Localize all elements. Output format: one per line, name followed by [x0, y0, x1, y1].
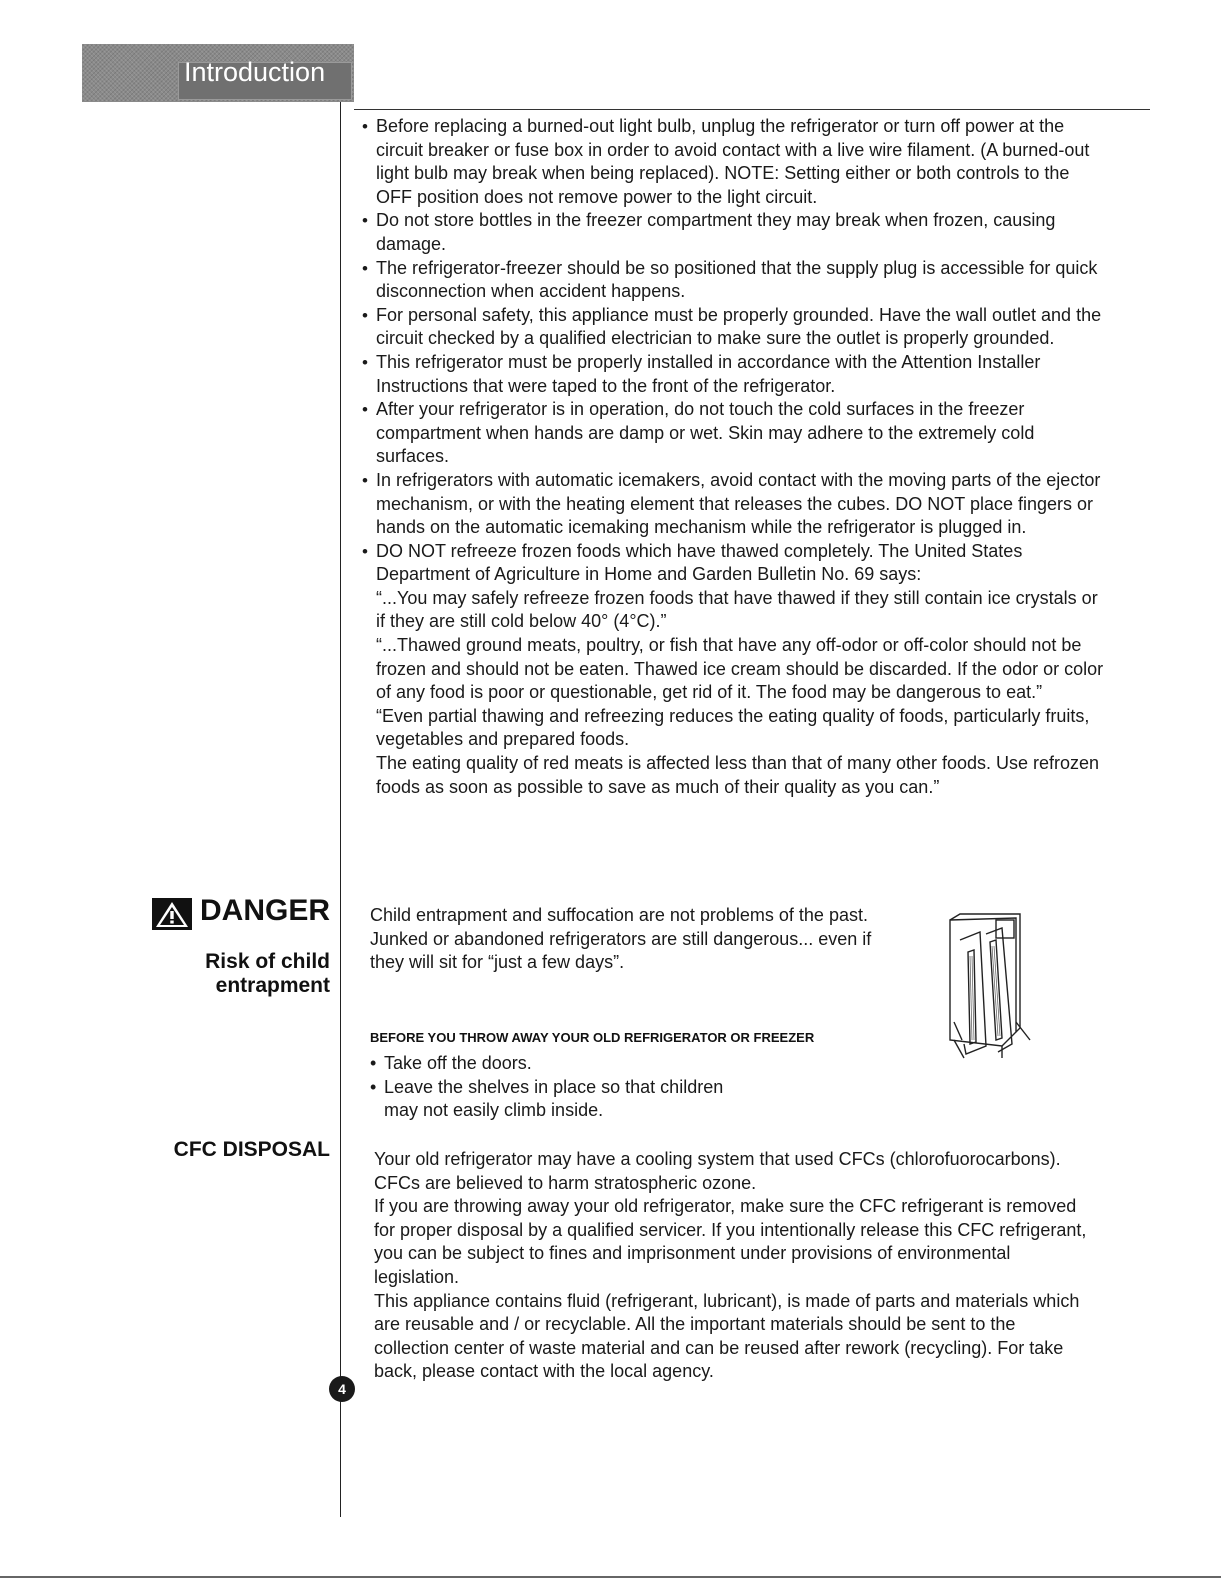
- usda-quote-1: “...You may safely refreeze frozen foods that have thawed if they still contain ice crystals or if they are still cold below 40° (4°C).”: [376, 587, 1098, 632]
- list-item-refreeze: • DO NOT refreeze frozen foods which have thawed completely. The United States Department of Agriculture in Home and Garden Bulletin No. 69 says: “...You may safely refreeze frozen foods that have thawed if they still contain ice crystals or if they are still cold below 40° (4°C).” “...Thawed ground meats, poultry, or fish that have any off-odor or off-color should not be frozen and should not be eaten. Thawed ice cream should be discarded. If the odor or color of any food is poor or questionable, get rid of it. The food may be dangerous to eat.” “Even partial thawing and refreezing reduces the eating quality of foods, particularly fruits, vegetables and prepared foods. The eating quality of red meats is affected less than that of many other foods. Use refrozen foods as soon as possible to save as much of their quality as you can.”: [362, 540, 1107, 800]
- bullet-icon: •: [362, 541, 368, 561]
- bullet-icon: •: [362, 258, 368, 278]
- cfc-disposal-text: Your old refrigerator may have a cooling system that used CFCs (chlorofuorocarbons). CFCs are believed to harm stratospheric ozone. If you are throwing away your old refrigerator, make sure the CFC refrigerant is removed for proper disposal by a qualified servicer. If you intentionally release this CFC refrigerant, you can be subject to fines and imprisonment under provisions of environmental legislation. This appliance contains fluid (refrigerant, lubricant), is made of parts and materials which are reusable and / or recyclable. All the important materials should be sent to the collection center of waste material and can be reused after rework (recycling). For take back, please contact with the local agency.: [374, 1149, 1087, 1382]
- bullet-icon: •: [362, 470, 368, 490]
- safety-bullet-list: [362, 115, 1107, 799]
- page-number: 4: [329, 1376, 355, 1402]
- bullet-icon: •: [362, 211, 368, 231]
- refrigerator-illustration-icon: [940, 912, 1032, 1060]
- bullet-icon: •: [362, 117, 368, 136]
- warning-triangle-icon: [152, 898, 192, 930]
- before-throw-away-heading: BEFORE YOU THROW AWAY YOUR OLD REFRIGERATOR OR FREEZER: [370, 1030, 815, 1045]
- list-item: • After your refrigerator is in operation, do not touch the cold surfaces in the freezer compartment when hands are damp or wet. Skin may adhere to the extremely cold surfaces.: [362, 399, 1035, 467]
- danger-subtitle: Risk of child entrapment: [205, 950, 330, 997]
- bottom-edge-rule: [0, 1576, 1221, 1578]
- list-item: • This refrigerator must be properly installed in accordance with the Attention Installer Instructions that were taped to the front of the refrigerator.: [362, 351, 1041, 396]
- usda-quote-4: The eating quality of red meats is affected less than that of many other foods. Use refrozen foods as soon as possible to save as much of their quality as you can.”: [376, 753, 1100, 797]
- page-title: Introduction: [184, 57, 326, 87]
- disposal-steps-list: [370, 1052, 750, 1123]
- cfc-disposal-label: CFC DISPOSAL: [173, 1138, 330, 1161]
- list-item: • Do not store bottles in the freezer compartment they may break when frozen, causing damage.: [362, 210, 1056, 254]
- bullet-icon: •: [362, 352, 368, 372]
- list-item: • In refrigerators with automatic icemakers, avoid contact with the moving parts of the ejector mechanism, or with the heating element that releases the cubes. DO NOT place fingers or hands on the automatic icemaking mechanism while the refrigerator is plugged in.: [362, 469, 1101, 538]
- list-item: • Before replacing a burned-out light bulb, unplug the refrigerator or turn off power at the circuit breaker or fuse box in order to avoid contact with a live wire filament. (A burned-out light bulb may break when being replaced). NOTE: Setting either or both controls to the OFF position does not remove power to the light circuit.: [362, 116, 1090, 207]
- bullet-icon: •: [362, 400, 368, 420]
- header-rule: [354, 109, 1150, 110]
- bullet-icon: •: [370, 1053, 377, 1073]
- list-item: • For personal safety, this appliance must be properly grounded. Have the wall outlet and the circuit checked by a qualified electrician to make sure the outlet is properly grounded.: [362, 304, 1102, 349]
- bullet-icon: •: [370, 1076, 377, 1097]
- list-item: • Take off the doors.: [370, 1052, 750, 1076]
- column-divider: [340, 102, 341, 1517]
- usda-quote-3: “Even partial thawing and refreezing reduces the eating quality of foods, particularly fruits, vegetables and prepared foods.: [376, 705, 1090, 750]
- danger-title: DANGER: [200, 894, 331, 927]
- child-entrapment-text: Child entrapment and suffocation are not problems of the past. Junked or abandoned refrigerators are still dangerous... even if they will sit for “just a few days”.: [370, 905, 872, 973]
- list-item: • Leave the shelves in place so that children may not easily climb inside.: [370, 1076, 724, 1121]
- bullet-icon: •: [362, 305, 368, 325]
- list-item: • The refrigerator-freezer should be so positioned that the supply plug is accessible for quick disconnection when accident happens.: [362, 257, 1098, 302]
- usda-quote-2: “...Thawed ground meats, poultry, or fish that have any off-odor or off-color should not be frozen and should not be eaten. Thawed ice cream should be discarded. If the odor or color of any food is poor or questionable, get rid of it. The food may be dangerous to eat.”: [376, 635, 1104, 703]
